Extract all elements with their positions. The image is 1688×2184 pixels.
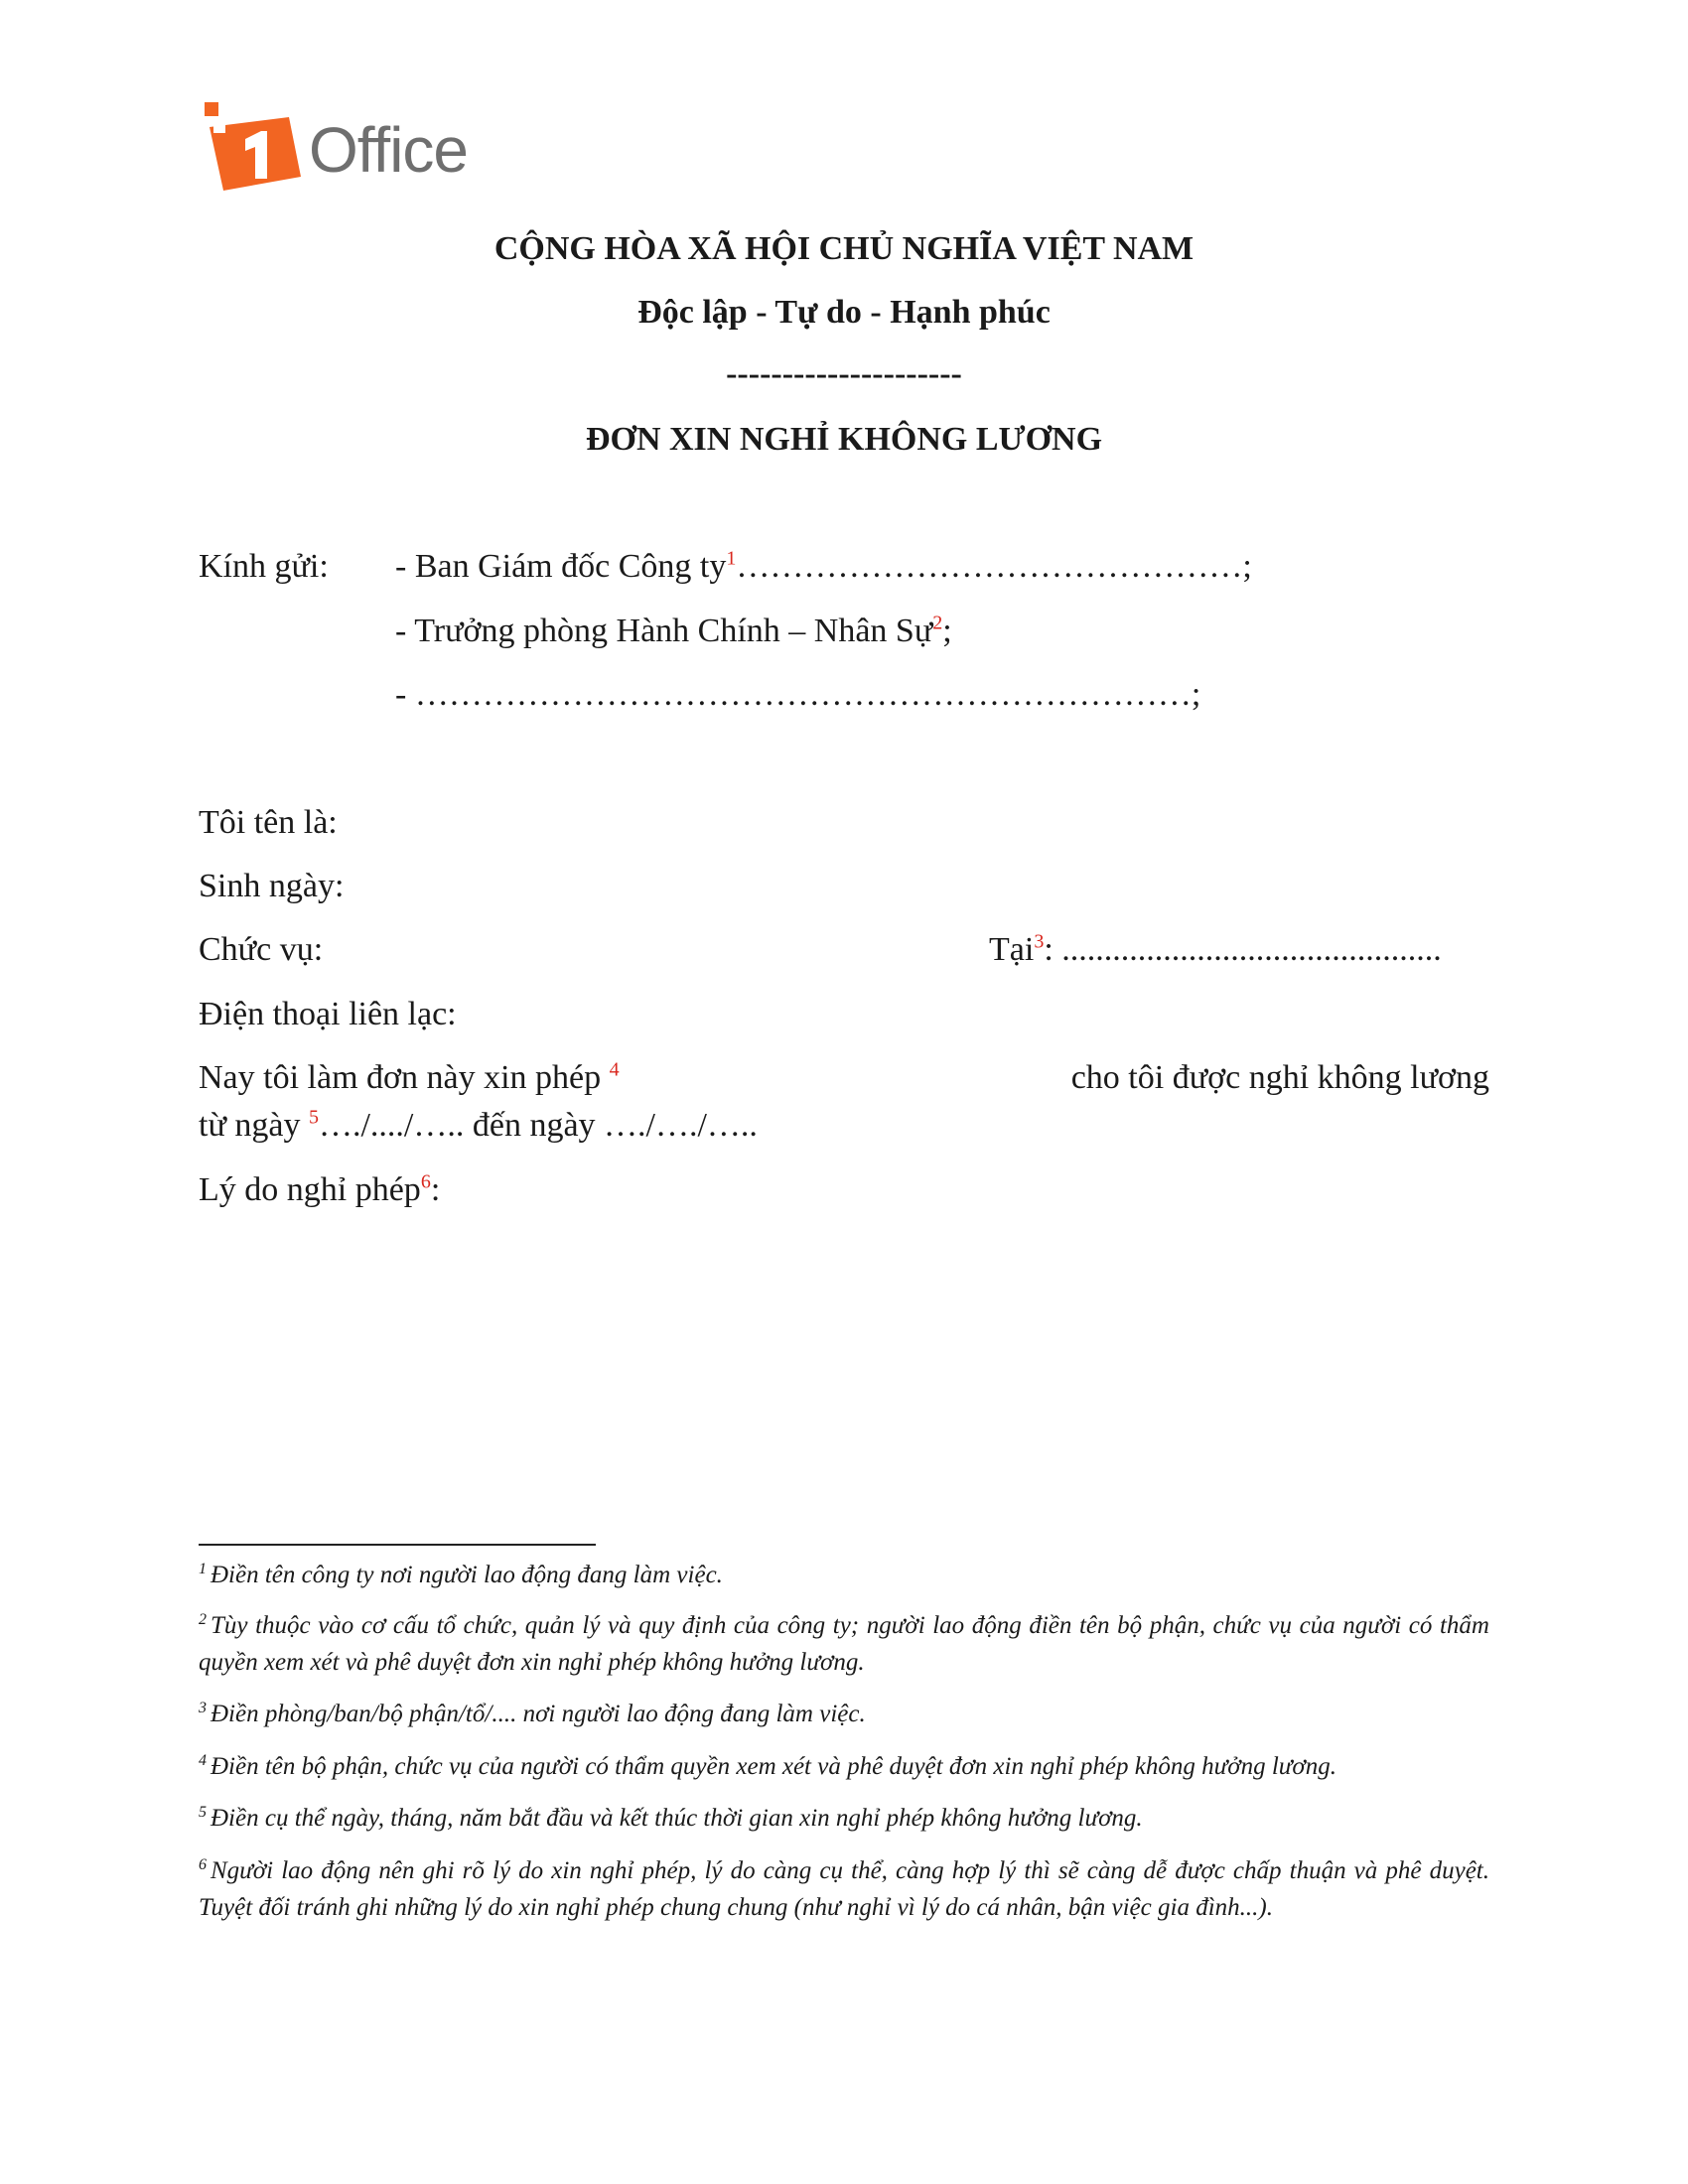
name-label: Tôi tên là: bbox=[199, 804, 338, 841]
header-divider: --------------------- bbox=[726, 355, 962, 392]
footnote-ref-3: 3 bbox=[1034, 930, 1045, 953]
footnote-number: 5 bbox=[199, 1803, 207, 1821]
recipient-2-text: - Trưởng phòng Hành Chính – Nhân Sự bbox=[395, 613, 933, 649]
footnote-number: 3 bbox=[199, 1699, 207, 1716]
footnote-ref-6: 6 bbox=[420, 1170, 431, 1193]
motto: Độc lập - Tự do - Hạnh phúc bbox=[637, 294, 1051, 331]
dob-label: Sinh ngày: bbox=[199, 868, 345, 904]
logo-mark-icon bbox=[202, 99, 311, 199]
request-line bbox=[199, 1059, 620, 1097]
logo-text: Office bbox=[309, 114, 468, 186]
footnote-6 bbox=[199, 1852, 1489, 1926]
footnote-text: Người lao động nên ghi rõ lý do xin nghỉ phép, lý do càng cụ thể, càng hợp lý thì sẽ càng dễ được chấp thuận và phê duyệt. Tuyệt đối tránh ghi những lý do xin nghỉ phép chung chung (như nghỉ vì lý do cá nhân, bận việc gia đình...). bbox=[199, 1857, 1489, 1921]
date-range-fill: …./..../….. đến ngày …./…./….. bbox=[318, 1107, 758, 1144]
footnote-text: Tùy thuộc vào cơ cấu tổ chức, quản lý và quy định của công ty; người lao động điền tên bộ phận, chức vụ của người có thẩm quyền xem xét và phê duyệt đơn xin nghỉ phép không hưởng lương. bbox=[199, 1612, 1489, 1676]
footnote-ref-2: 2 bbox=[932, 612, 943, 634]
footnote-number: 1 bbox=[199, 1560, 207, 1577]
recipients-label: Kính gửi: bbox=[199, 548, 329, 585]
reason-colon: : bbox=[430, 1171, 441, 1208]
date-range-line bbox=[199, 1107, 758, 1145]
footnote-text: Điền tên bộ phận, chức vụ của người có thẩm quyền xem xét và phê duyệt đơn xin nghỉ phép không hưởng lương. bbox=[211, 1753, 1337, 1780]
footnote-number: 4 bbox=[199, 1751, 207, 1769]
footnote-3 bbox=[199, 1696, 1489, 1732]
workplace-field bbox=[989, 931, 1442, 969]
recipient-1-fill: ………………………………………; bbox=[736, 548, 1252, 585]
footnote-ref-4: 4 bbox=[609, 1058, 620, 1081]
recipient-2-end: ; bbox=[942, 613, 952, 649]
recipient-line-3: - ……………………………………………………………; bbox=[395, 676, 1201, 713]
recipient-line-2 bbox=[395, 613, 952, 650]
footnote-number: 6 bbox=[199, 1855, 207, 1873]
recipient-1-text: - Ban Giám đốc Công ty bbox=[395, 548, 727, 585]
reason-line bbox=[199, 1171, 440, 1209]
footnote-text: Điền tên công ty nơi người lao động đang làm việc. bbox=[211, 1562, 723, 1588]
workplace-fill: : ............................................. bbox=[1044, 931, 1442, 968]
footnote-2 bbox=[199, 1607, 1489, 1681]
reason-label: Lý do nghỉ phép bbox=[199, 1171, 421, 1208]
footnote-number: 2 bbox=[199, 1610, 207, 1628]
footnote-5 bbox=[199, 1800, 1489, 1837]
footnote-4 bbox=[199, 1748, 1489, 1785]
footnote-1 bbox=[199, 1557, 1489, 1593]
footnote-separator bbox=[199, 1544, 596, 1546]
phone-label: Điện thoại liên lạc: bbox=[199, 996, 457, 1032]
workplace-label: Tại bbox=[989, 931, 1035, 968]
from-date-label: từ ngày bbox=[199, 1107, 301, 1144]
document-title: ĐƠN XIN NGHỈ KHÔNG LƯƠNG bbox=[585, 421, 1103, 458]
country-heading: CỘNG HÒA XÃ HỘI CHỦ NGHĨA VIỆT NAM bbox=[493, 230, 1195, 267]
footnote-text: Điền cụ thể ngày, tháng, năm bắt đầu và kết thúc thời gian xin nghỉ phép không hưởng lương. bbox=[211, 1805, 1143, 1832]
footnote-ref-5: 5 bbox=[308, 1106, 319, 1129]
request-text: Nay tôi làm đơn này xin phép bbox=[199, 1059, 602, 1096]
request-end: cho tôi được nghỉ không lương bbox=[1070, 1059, 1489, 1096]
recipient-line-1 bbox=[395, 548, 1252, 586]
footnote-ref-1: 1 bbox=[726, 547, 737, 570]
brand-logo bbox=[202, 99, 499, 199]
footnote-text: Điền phòng/ban/bộ phận/tổ/.... nơi người lao động đang làm việc. bbox=[211, 1701, 866, 1727]
position-label: Chức vụ: bbox=[199, 931, 324, 968]
